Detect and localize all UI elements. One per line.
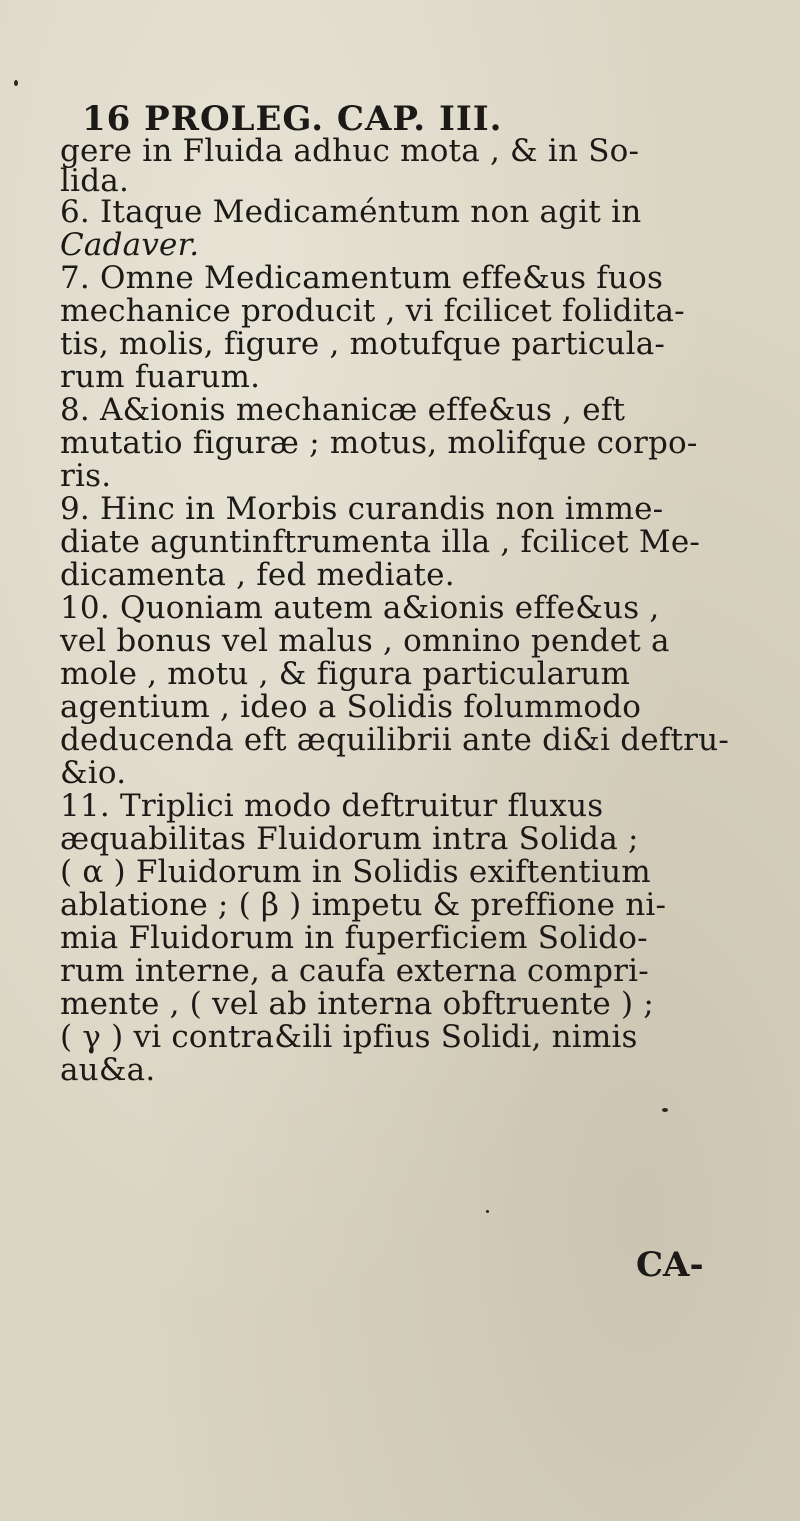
text-line: 7. Omne Medicamentum effe&us fuos (60, 260, 664, 296)
text-line: vel bonus vel malus , omnino pendet a (60, 623, 670, 659)
text-line: 10. Quoniam autem a&ionis effe&us , (60, 590, 660, 626)
text-line: 6. Itaque Medicaméntum non agit in (60, 194, 642, 230)
text-line: diate aguntinftrumenta illa , fcilicet Me- (60, 524, 701, 560)
text-line: ( γ ) vi contra&ili ipfius Solidi, nimis (60, 1019, 638, 1055)
text-line: &io. (60, 755, 127, 791)
text-line: mutatio figuræ ; motus, molifque corpo- (60, 425, 698, 461)
running-head: 16 PROLEG. CAP. III. (82, 99, 503, 139)
catchword: CA- (636, 1245, 704, 1285)
text-line: rum fuarum. (60, 359, 261, 395)
text-line: rum interne, a caufa externa compri- (60, 953, 649, 989)
text-line: ablatione ; ( β ) impetu & preffione ni- (60, 887, 667, 923)
text-line: mechanice producit , vi fcilicet folidita- (60, 293, 685, 329)
text-line: 9. Hinc in Morbis curandis non imme- (60, 491, 664, 527)
text-line: ( α ) Fluidorum in Solidis exiftentium (60, 854, 651, 890)
text-line: Cadaver. (60, 227, 200, 263)
text-line: 8. A&ionis mechanicæ effe&us , eft (60, 392, 626, 428)
text-line: gere in Fluida adhuc mota , & in So- (60, 133, 640, 169)
text-line: tis, molis, figure , motufque particula- (60, 326, 666, 362)
ink-speck (486, 1210, 489, 1213)
ink-speck (14, 80, 18, 86)
text-line: agentium , ideo a Solidis folummodo (60, 689, 642, 725)
text-line: dicamenta , fed mediate. (60, 557, 455, 593)
ink-speck (662, 1108, 668, 1112)
text-line: au&a. (60, 1052, 156, 1088)
text-line: mia Fluidorum in fuperficiem Solido- (60, 920, 648, 956)
text-line: æquabilitas Fluidorum intra Solida ; (60, 821, 639, 857)
text-line: mente , ( vel ab interna obftruente ) ; (60, 986, 655, 1022)
text-line: deducenda eft æquilibrii ante di&i deftru- (60, 722, 730, 758)
text-line: mole , motu , & figura particularum (60, 656, 631, 692)
text-line: ris. (60, 458, 112, 494)
text-line: 11. Triplici modo deftruitur fluxus (60, 788, 604, 824)
text-line: lida. (60, 163, 130, 199)
